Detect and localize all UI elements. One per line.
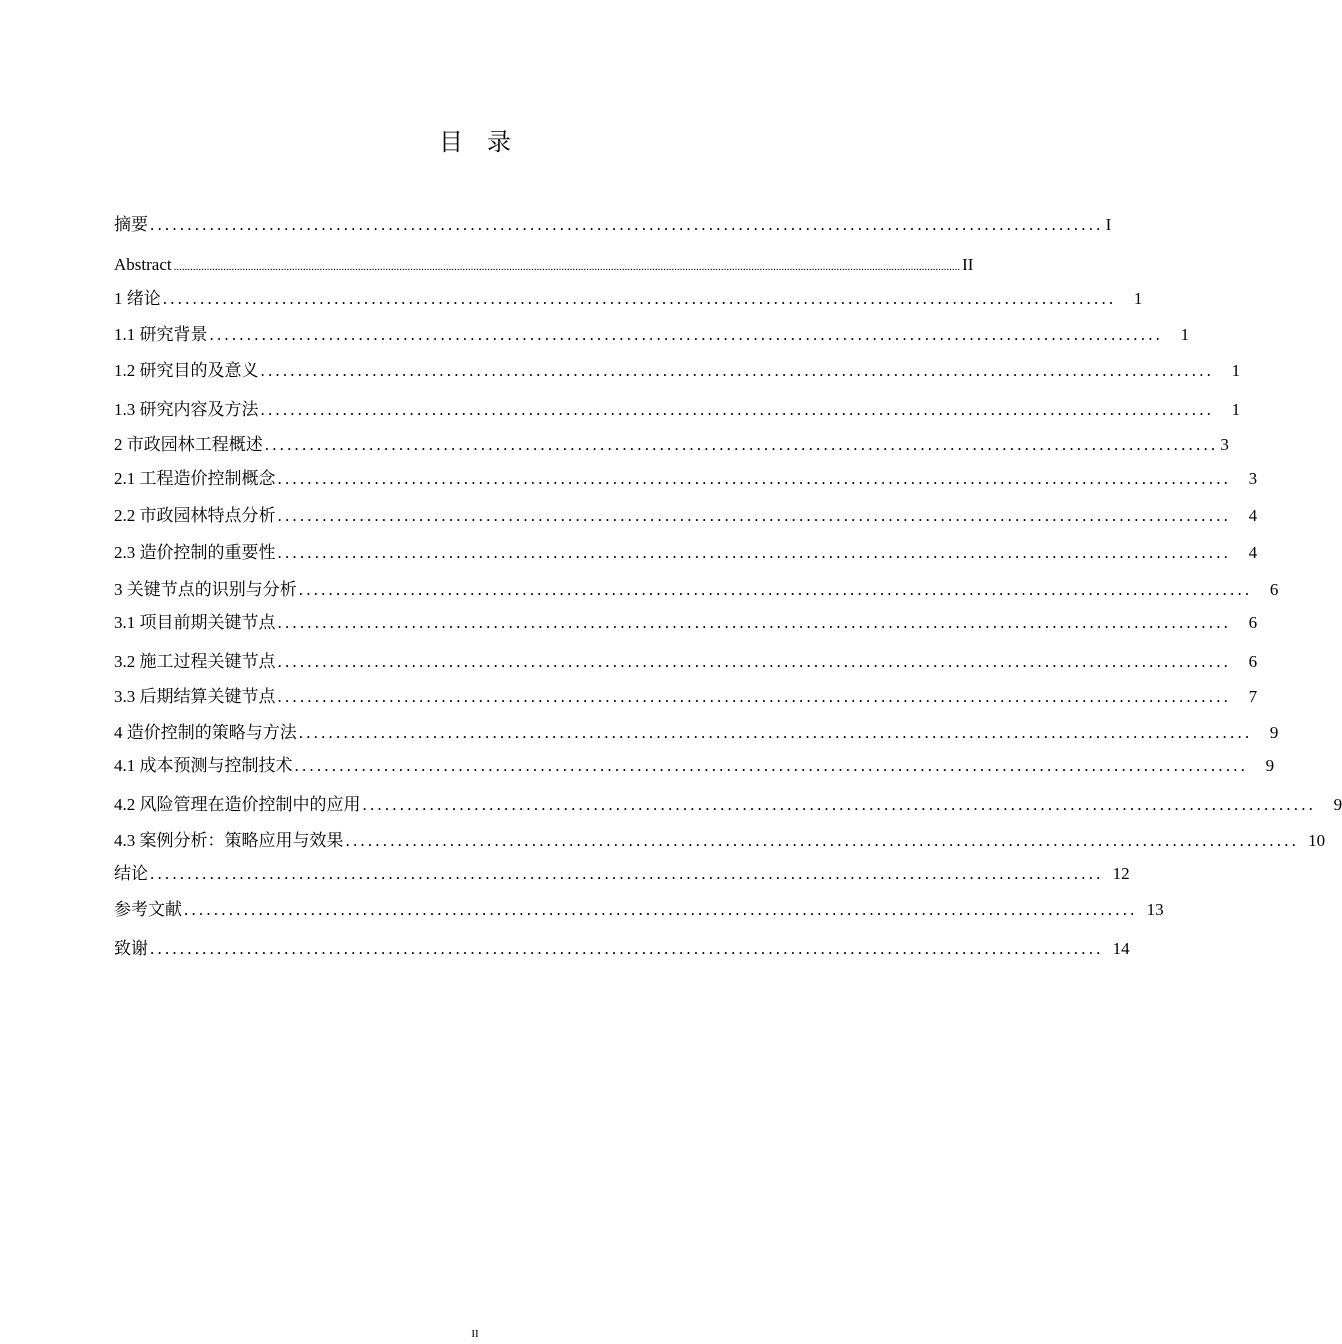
toc-dot-leader: ................................................................................................................................ <box>277 543 1232 562</box>
toc-entry-page: 3 <box>1248 469 1258 488</box>
toc-entry-label: 4.3 案例分析：策略应用与效果 <box>114 831 344 850</box>
toc-dot-leader: ................................................................................................................................ <box>150 864 1104 883</box>
toc-entry-section-4-2[interactable] <box>114 794 1342 816</box>
toc-dot-leader: ................................................................................................................................ <box>184 900 1138 919</box>
toc-entry-section-3-3[interactable] <box>114 686 1258 708</box>
toc-dot-leader: ................................................................................................................................ <box>150 215 1104 234</box>
toc-entry-label: Abstract <box>114 255 172 274</box>
toc-entry-references[interactable] <box>114 899 1164 921</box>
toc-entry-chapter-4[interactable] <box>114 722 1279 744</box>
toc-entry-section-1-2[interactable] <box>114 360 1241 382</box>
toc-entry-acknowledgements[interactable] <box>114 938 1130 960</box>
toc-dot-leader: ................................................................................................................................ <box>277 687 1232 706</box>
toc-dot-leader: ................................................................................................................................ <box>298 580 1253 599</box>
toc-dot-leader: ................................................................................................................................ <box>277 652 1232 671</box>
toc-entry-page: 1 <box>1133 289 1143 308</box>
toc-entry-page: 1 <box>1231 400 1241 419</box>
toc-entry-label: 3.1 项目前期关键节点 <box>114 613 276 632</box>
toc-entry-page: 9 <box>1333 795 1342 814</box>
toc-entry-page: I <box>1105 215 1112 234</box>
toc-dot-leader: ................................................................................................................................ <box>264 435 1219 454</box>
toc-entry-page: 7 <box>1248 687 1258 706</box>
toc-entry-page: 6 <box>1248 652 1258 671</box>
toc-entry-label: 4.2 风险管理在造价控制中的应用 <box>114 795 361 814</box>
toc-entry-chapter-3[interactable] <box>114 579 1279 601</box>
toc-entry-abstract-cn[interactable] <box>114 214 1112 236</box>
toc-dot-leader: ................................................................................................................................ <box>277 506 1232 525</box>
footer-page-number: II <box>471 1328 479 1340</box>
toc-entry-section-3-2[interactable] <box>114 651 1258 673</box>
toc-entry-page: 1 <box>1231 361 1241 380</box>
toc-entry-label: 参考文献 <box>114 900 182 919</box>
toc-entry-page: 4 <box>1248 506 1258 525</box>
toc-entry-label: 3 关键节点的识别与分析 <box>114 580 297 599</box>
toc-dot-leader: ................................................................................................................................ <box>162 289 1117 308</box>
toc-dot-leader: ................................................................................................................................ <box>260 361 1215 380</box>
toc-entry-label: 结论 <box>114 864 148 883</box>
toc-entry-page: 10 <box>1308 831 1326 850</box>
toc-dot-leader: .............................................................................................................................................................................................................................................................................................. <box>173 261 961 273</box>
toc-entry-page: 6 <box>1269 580 1279 599</box>
toc-entry-label: 4 造价控制的策略与方法 <box>114 723 297 742</box>
toc-entry-section-1-3[interactable] <box>114 399 1241 421</box>
toc-entry-section-2-2[interactable] <box>114 505 1258 527</box>
toc-entry-label: 2.2 市政园林特点分析 <box>114 506 276 525</box>
toc-dot-leader: ................................................................................................................................ <box>260 400 1215 419</box>
toc-entry-section-1-1[interactable] <box>114 324 1190 346</box>
toc-dot-leader: ................................................................................................................................ <box>209 325 1164 344</box>
page-title: 目 录 <box>439 130 511 156</box>
toc-dot-leader: ................................................................................................................................ <box>277 613 1232 632</box>
toc-entry-label: 3.2 施工过程关键节点 <box>114 652 276 671</box>
toc-entry-page: 12 <box>1112 864 1130 883</box>
toc-entry-section-2-1[interactable] <box>114 468 1258 490</box>
toc-entry-label: 1.3 研究内容及方法 <box>114 400 259 419</box>
toc-entry-label: 2.3 造价控制的重要性 <box>114 543 276 562</box>
toc-entry-section-4-3[interactable] <box>114 830 1326 852</box>
toc-entry-label: 2.1 工程造价控制概念 <box>114 469 276 488</box>
toc-dot-leader: ................................................................................................................................ <box>362 795 1317 814</box>
toc-entry-chapter-1[interactable] <box>114 288 1143 310</box>
toc-entry-page: 4 <box>1248 543 1258 562</box>
toc-entry-conclusion[interactable] <box>114 863 1130 885</box>
toc-dot-leader: ................................................................................................................................ <box>294 756 1249 775</box>
toc-dot-leader: ................................................................................................................................ <box>277 469 1232 488</box>
toc-entry-chapter-2[interactable] <box>114 434 1229 456</box>
toc-entry-section-4-1[interactable] <box>114 755 1275 777</box>
toc-dot-leader: ................................................................................................................................ <box>298 723 1253 742</box>
toc-entry-page: 9 <box>1265 756 1275 775</box>
toc-entry-label: 3.3 后期结算关键节点 <box>114 687 276 706</box>
toc-entry-page: 6 <box>1248 613 1258 632</box>
toc-dot-leader: ................................................................................................................................ <box>150 939 1104 958</box>
toc-dot-leader: ................................................................................................................................ <box>345 831 1300 850</box>
toc-entry-page: 9 <box>1269 723 1279 742</box>
toc-entry-section-3-1[interactable] <box>114 612 1258 634</box>
toc-entry-page: 1 <box>1180 325 1190 344</box>
toc-entry-abstract-en[interactable] <box>114 254 974 276</box>
toc-entry-label: 致谢 <box>114 939 148 958</box>
toc-entry-page: 13 <box>1146 900 1164 919</box>
toc-entry-label: 4.1 成本预测与控制技术 <box>114 756 293 775</box>
toc-entry-label: 1.2 研究目的及意义 <box>114 361 259 380</box>
toc-entry-label: 摘要 <box>114 215 148 234</box>
toc-entry-label: 1 绪论 <box>114 289 161 308</box>
toc-entry-label: 1.1 研究背景 <box>114 325 208 344</box>
toc-entry-page: 14 <box>1112 939 1130 958</box>
toc-entry-section-2-3[interactable] <box>114 542 1258 564</box>
toc-entry-label: 2 市政园林工程概述 <box>114 435 263 454</box>
toc-entry-page: II <box>962 255 974 274</box>
toc-entry-page: 3 <box>1220 435 1229 454</box>
